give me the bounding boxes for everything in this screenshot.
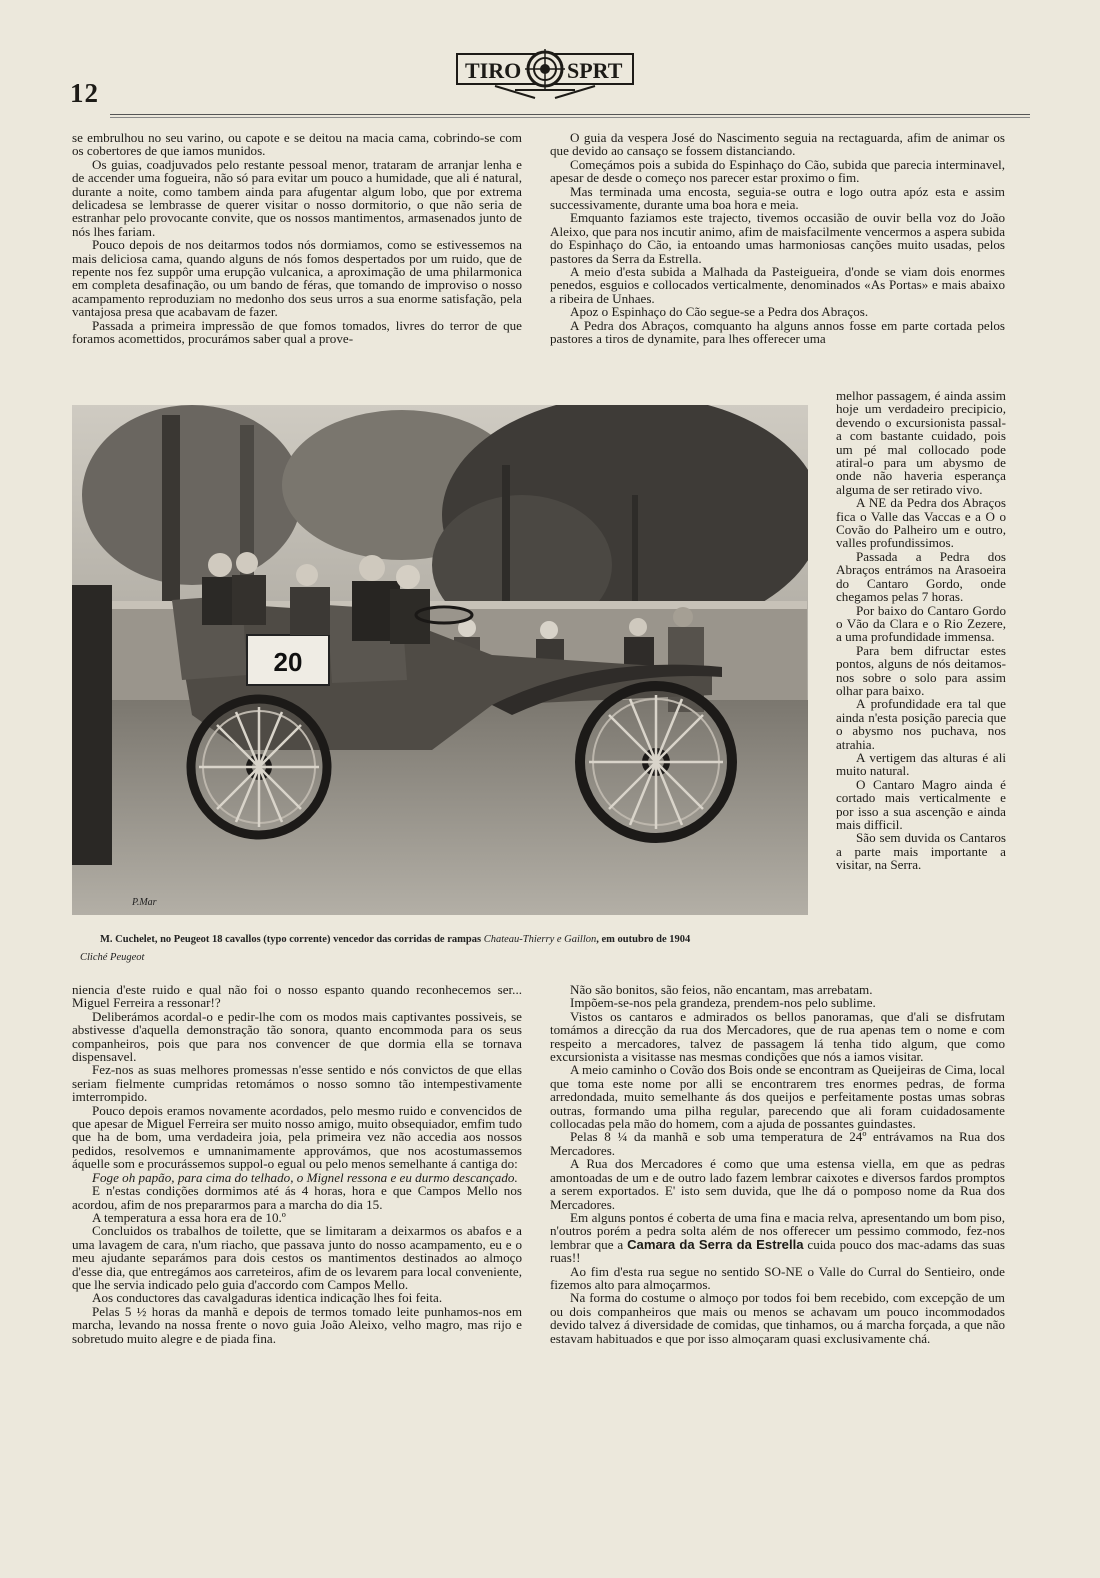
paragraph: Fez-nos as suas melhores promessas n'esse sentido e nós convictos de que ellas seriam fielmente cumpridas retomámos o nosso somno tão intempestivamente imterrompido. <box>72 1062 522 1105</box>
paragraph: Para bem difructar estes pontos, alguns de nós deitamos-nos sobre o solo para assim olhar para baixo. <box>836 642 1006 698</box>
paragraph: Pelas 5 ½ horas da manhã e depois de termos tomado leite punhamos-nos em marcha, levando na nossa frente o novo guia João Aleixo, velho magro, mas rijo e sobretudo muito alegre e de piada fina. <box>72 1303 522 1346</box>
paragraph: A NE da Pedra dos Abraços fica o Valle das Vaccas e a O o Covão do Palheiro um e outro, valles profundissimos. <box>836 495 1006 551</box>
paragraph: Por baixo do Cantaro Gordo o Vão da Clara e o Rio Zezere, a uma profundidade immensa. <box>836 602 1006 645</box>
caption-text: M. Cuchelet, no Peugeot 18 cavallos (typo corrente) vencedor das corridas de rampas <box>100 934 484 945</box>
caption-italic: Chateau-Thierry e Gaillon <box>483 934 597 945</box>
paragraph: se embrulhou no seu varino, ou capote e se deitou na macia cama, cobrindo-se com os cobertores de que iamos munidos. <box>72 130 522 159</box>
paragraph: São sem duvida os Cantaros a parte mais importante a visitar, na Serra. <box>836 830 1006 873</box>
header-rule <box>110 114 1030 118</box>
paragraph: A vertigem das alturas é ali muito natural. <box>836 749 1006 779</box>
paragraph: A temperatura a essa hora era de 10.º <box>92 1209 286 1225</box>
paragraph: Impõem-se-nos pela grandeza, prendem-nos pelo sublime. <box>570 995 876 1011</box>
paragraph: A profundidade era tal que ainda n'esta posição parecia que o abysmo nos puchava, nos atrahia. <box>836 696 1006 752</box>
paragraph: Aos conductores das cavalgaduras identica indicação lhes foi feita. <box>92 1290 443 1306</box>
car-photograph <box>72 405 808 915</box>
column-left-bottom <box>72 983 522 1345</box>
paragraph: O Cantaro Magro ainda é cortado mais verticalmente e por isso a sua ascenção e ainda mais difficil. <box>836 776 1006 832</box>
paragraph: A Rua dos Mercadores é como que uma estensa viella, em que as pedras amontoadas de um e de outro lado fazem lembrar caixotes e diversos fardos promptos a serem exportados. E' isto sem duvida, que lhe dá o pomposo nome da Rua dos Mercadores. <box>550 1156 1005 1212</box>
svg-text:SPRT: SPRT <box>567 58 623 83</box>
paragraph: Pelas 8 ¼ da manhã e sob uma temperatura de 24º entrávamos na Rua dos Mercadores. <box>550 1129 1005 1158</box>
paragraph: A meio d'esta subida a Malhada da Pasteigueira, d'onde se viam dois enormes penedos, esguios e collocados verticalmente, denominados «As Portas» e mais abaixo a ribeira de Unhaes. <box>550 264 1005 306</box>
paragraph: Os guias, coadjuvados pelo restante pessoal menor, trataram de arranjar lenha e de accender uma fogueira, não só para evitar um pouco a humidade, que ali é natural, durante a noite, como tambem ainda para afugentar algum lobo, que por extrema delicadesa se lembrasse de querer visitar o nosso dormitorio, o que não seria de estranhar pelo provocante convite, que os nossos mantimentos, armasenados junto de nós lhes fariam. <box>72 156 522 239</box>
paragraph: E n'estas condições dormimos até ás 4 horas, hora e que Campos Mello nos acordou, afim de nos prepararmos para a marcha do dia 15. <box>72 1183 522 1212</box>
paragraph: Passada a Pedra dos Abraços entrámos na Arasoeira do Cantaro Gordo, onde chegamos pelas 7 horas. <box>836 548 1006 605</box>
paragraph <box>550 1211 1005 1265</box>
column-left-top <box>72 131 522 346</box>
masthead-logo <box>455 46 635 102</box>
caption-date: , em outubro de 1904 <box>596 934 691 945</box>
page-number: 12 <box>70 78 99 108</box>
paragraph: A meio caminho o Covão dos Bois onde se encontram as Queijeiras de Cima, local que toma este nome por alli se encontrarem tres enormes pedras, de forma arredondada, muito semelhante ás dos queijos e perfeitamente postas umas sobras outras, formando uma pilha regular, parecendo que ali foram cuidadosamente collocadas pela mão do homem, com a ajuda de possantes guindastes. <box>550 1062 1005 1132</box>
paragraph: Emquanto faziamos este trajecto, tivemos occasião de ouvir bella voz do João Aleixo, que para nos incutir animo, afim de maisfacilmente vencermos a aspera subida do Espinhaço do Cão, ia entoando umas harmoniosas canções muito usadas, pelos pastores da Serra da Estrella. <box>550 210 1005 266</box>
photo-caption <box>100 934 820 945</box>
paragraph: Vistos os cantaros e admirados os bellos panoramas, que d'ali se disfrutam tomámos a direcção da rua dos Mercadores, que de rua apenas tem o nome e com respeito a mercadores, talvez de passagem lá tenha tido algum, que como excursionista a visitasse nas mesmas condições que nós a iamos visitar. <box>550 1008 1005 1065</box>
paragraph: Apoz o Espinhaço do Cão segue-se a Pedra dos Abraços. <box>570 304 869 320</box>
paragraph: Não são bonitos, são feios, não encantam, mas arrebatam. <box>570 982 873 997</box>
paragraph: melhor passagem, é ainda assim hoje um verdadeiro precipicio, devendo o excursionista passal-a com bastante cuidado, pois um pé mal collocado pode atiral-o para um abysmo de onde não haveria esperança alguma de ser retirado vivo. <box>836 388 1006 497</box>
paragraph: Mas terminada uma encosta, seguia-se outra e logo outra apóz esta e assim successivamente, durante uma boa hora e meia. <box>550 183 1005 213</box>
photo-signature: P.Mar <box>132 897 157 908</box>
svg-text:TIRO: TIRO <box>465 58 522 83</box>
paragraph: Na forma do costume o almoço por todos foi bem recebido, com excepção de um ou dois companheiros que mais ou menos se achavam um pouco incommodados devido talvez á diversidade de comidas, que tinhamos, ou á marcha forçada, a que não estavam habituados e que por isso almoçaram quasi exclusivamente chá. <box>550 1290 1005 1346</box>
paragraph: Deliberámos acordal-o e pedir-lhe com os modos mais captivantes possiveis, se abstivesse d'aquella demonstração tão sonora, quanto encommoda para os seus companheiros, pois que para nos convencer de que dormia ella se tornava dispensavel. <box>72 1008 522 1065</box>
paragraph: Pouco depois de nos deitarmos todos nós dormiamos, como se estivessemos na mais deliciosa cama, quando alguns de nós fomos despertados por um ruido, que de repente nos fez suppôr uma erupção vulcanica, a aproximação de uma philarmonica em completa desafinação, ou um bando de féras, que tomando de improviso o nosso acampamento reproduziam no medonho dos seus urros a sua enorme satisfação, pela vantajosa presa que acabavam de fazer. <box>72 237 522 320</box>
paragraph: Pouco depois eramos novamente acordados, pelo mesmo ruido e convencidos de que apesar de Miguel Ferreira ser muito nosso amigo, muito obsequiador, emfim tudo que ha de bom, uma verdadeira joia, pela primeira vez não accedia aos nossos pedidos, resolvemos e umnanimamente approvámos, que nos acostumassemos áquelle som e procurássemos suppol-o egual ou pelo menos semelhante á cantiga do: <box>72 1102 522 1172</box>
paragraph: niencia d'este ruido e qual não foi o nosso espanto quando reconhecemos ser... Miguel Ferreira a ressonar!? <box>72 982 522 1011</box>
column-right-bottom <box>550 983 1005 1345</box>
camara-bold: Camara da Serra da Estrella <box>627 1236 804 1252</box>
paragraph: Começámos pois a subida do Espinhaço do Cão, subida que parecia interminavel, apesar de desde o começo nos parecer estar proximo o fim. <box>550 156 1005 186</box>
peugeot-car-photo <box>72 405 808 915</box>
paragraph: Passada a primeira impressão de que fomos tomados, livres do terror de que foramos acomettidos, procurámos saber qual a prove- <box>72 317 522 347</box>
song-quote: Foge oh papão, para cima do telhado, o Mignel ressona e eu durmo descançado. <box>92 1169 518 1185</box>
column-right-top <box>550 131 1005 346</box>
car-number-plate: 20 <box>273 647 303 677</box>
paragraph: A Pedra dos Abraços, comquanto ha alguns annos fosse em parte cortada pelos pastores a tiros de dynamite, para lhes offerecer uma <box>550 317 1005 347</box>
photo-credit: Cliché Peugeot <box>80 952 145 963</box>
text-run: cuida pouco dos mac-adams das suas ruas!! <box>550 1236 1005 1266</box>
paragraph: O guia da vespera José do Nascimento seguia na rectaguarda, afim de animar os que devido ao cansaço se fossem distanciando. <box>550 130 1005 159</box>
paragraph: Ao fim d'esta rua segue no sentido SO-NE o Valle do Curral do Sentieiro, onde fizemos alto para almoçarmos. <box>550 1263 1005 1292</box>
masthead-emblem-icon <box>455 46 635 102</box>
column-narrow <box>836 389 1006 872</box>
paragraph: Concluidos os trabalhos de toilette, que se limitaram a deixarmos os abafos e a uma lavagem de cara, n'um riacho, que passava junto do nosso acampamento, eu e o meu ajudante separámos para dois cestos os mantimentos destinados ao almoço d'esse dia, que entregámos aos carreteiros, afim de os levarem para local conveniente, que lhe servia indicado pelo guia d'accordo com Campos Mello. <box>72 1223 522 1292</box>
text-run: Em alguns pontos é coberta de uma fina e macia relva, apresentando um bom piso, n'outros porém a pedra solta além de nos offerecer um pessimo commodo, fez-nos lembrar que a <box>550 1209 1005 1252</box>
